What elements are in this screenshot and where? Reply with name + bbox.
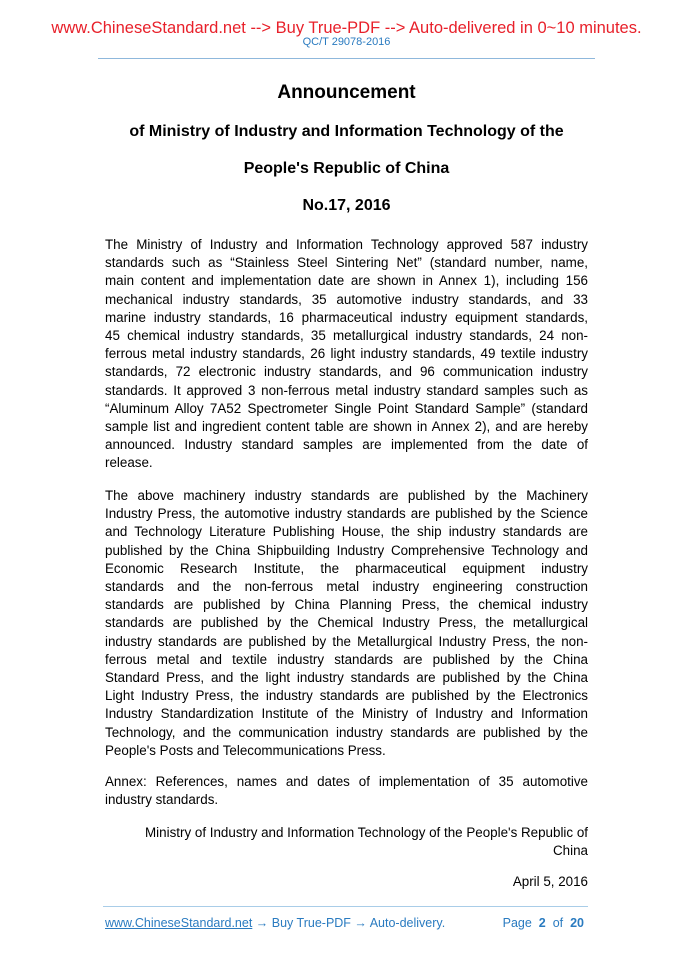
text-line: People's Posts and Telecommunications Press.: [105, 742, 386, 758]
paragraph-approval: [105, 236, 588, 473]
text-line: announced. Industry standard samples are implemented from the date of: [105, 437, 588, 453]
promo-banner[interactable]: www.ChineseStandard.net --> Buy True-PDF --> Auto-delivered in 0~10 minutes.: [51, 19, 642, 37]
issuer-country: People's Republic of China: [243, 160, 450, 177]
text-line: standards are published by the Chemical Industry Press, the metallurgical: [105, 615, 588, 631]
text-line: ferrous metal and textile industry standards are published by the China: [105, 651, 588, 667]
page-label: Page: [502, 916, 532, 930]
text-line: industry standards.: [105, 792, 219, 808]
page-number: 2: [538, 916, 546, 930]
text-line: industry standards are published by the Metallurgical Industry Press, the non-: [105, 633, 588, 649]
text-line: standards and the non-ferrous metal industry engineering construction: [105, 579, 588, 595]
text-line: and Technology Literature Publishing House, the ship industry standards are: [105, 524, 588, 540]
of-label: of: [552, 916, 564, 930]
text-line: ferrous metal industry standards, 26 light industry standards, 49 textile industry: [105, 346, 588, 362]
text-line: release.: [105, 455, 153, 471]
footer-text: → Buy True-PDF → Auto-delivery.: [252, 916, 446, 930]
text-line: Standard Press, and the light industry standards are published by the China: [105, 670, 588, 686]
text-line: The above machinery industry standards are published by the Machinery: [105, 488, 588, 503]
text-line: Technology, and the communication industry standards are published by the: [105, 724, 588, 740]
signature-block: [105, 824, 588, 860]
text-line: Annex: References, names and dates of implementation of 35 automotive: [105, 774, 588, 789]
paragraph-publishers: [105, 487, 588, 760]
header-divider: [98, 58, 595, 59]
page-footer: [105, 916, 588, 930]
page-indicator: [503, 916, 584, 930]
text-line: Industry Standardization Institute of the Ministry of Industry and Information: [105, 706, 588, 722]
document-title: Announcement: [277, 82, 416, 103]
issuer-line: of Ministry of Industry and Information Technology of the: [129, 123, 564, 140]
text-line: Economic Research Institute, the pharmaceutical equipment industry: [105, 560, 588, 576]
paragraph-annex: [105, 773, 588, 809]
footer-divider: [103, 906, 588, 907]
text-line: main content and implementation date are shown in Annex 1), including 156: [105, 273, 588, 289]
text-line: mechanical industry standards, 35 automotive industry standards, and 33: [105, 291, 588, 307]
text-line: sample list and ingredient content table are shown in Annex 2), and are hereby: [105, 419, 588, 435]
signature-date: April 5, 2016: [512, 874, 588, 889]
text-line: standards, 72 electronic industry standards, and 96 communication industry: [105, 364, 588, 380]
text-line: standards are published by China Planning Press, the chemical industry: [105, 597, 588, 613]
text-line: The Ministry of Industry and Information Technology approved 587 industry: [105, 237, 588, 252]
standard-number: QC/T 29078-2016: [302, 36, 391, 48]
text-line: 45 chemical industry standards, 35 metallurgical industry standards, 24 non-: [105, 328, 588, 344]
text-line: standards such as “Stainless Steel Sintering Net” (standard number, name,: [105, 255, 588, 271]
text-line: standards. It approved 3 non-ferrous metal industry standard samples such as: [105, 382, 588, 398]
signature-line: China: [553, 843, 588, 859]
text-line: “Aluminum Alloy 7A52 Spectrometer Single Point Standard Sample” (standard: [105, 400, 588, 416]
text-line: Light Industry Press, the industry standards are published by the Electronics: [105, 688, 588, 704]
announcement-number: No.17, 2016: [302, 197, 391, 214]
signature-line: Ministry of Industry and Information Technology of the People's Republic of: [145, 825, 588, 840]
page-total: 20: [570, 916, 584, 930]
text-line: published by the China Shipbuilding Industry Comprehensive Technology and: [105, 542, 588, 558]
footer-link[interactable]: www.ChineseStandard.net: [105, 916, 253, 930]
text-line: marine industry standards, 16 pharmaceutical industry equipment standards,: [105, 309, 588, 325]
text-line: Industry Press, the automotive industry standards are published by the Science: [105, 506, 588, 522]
